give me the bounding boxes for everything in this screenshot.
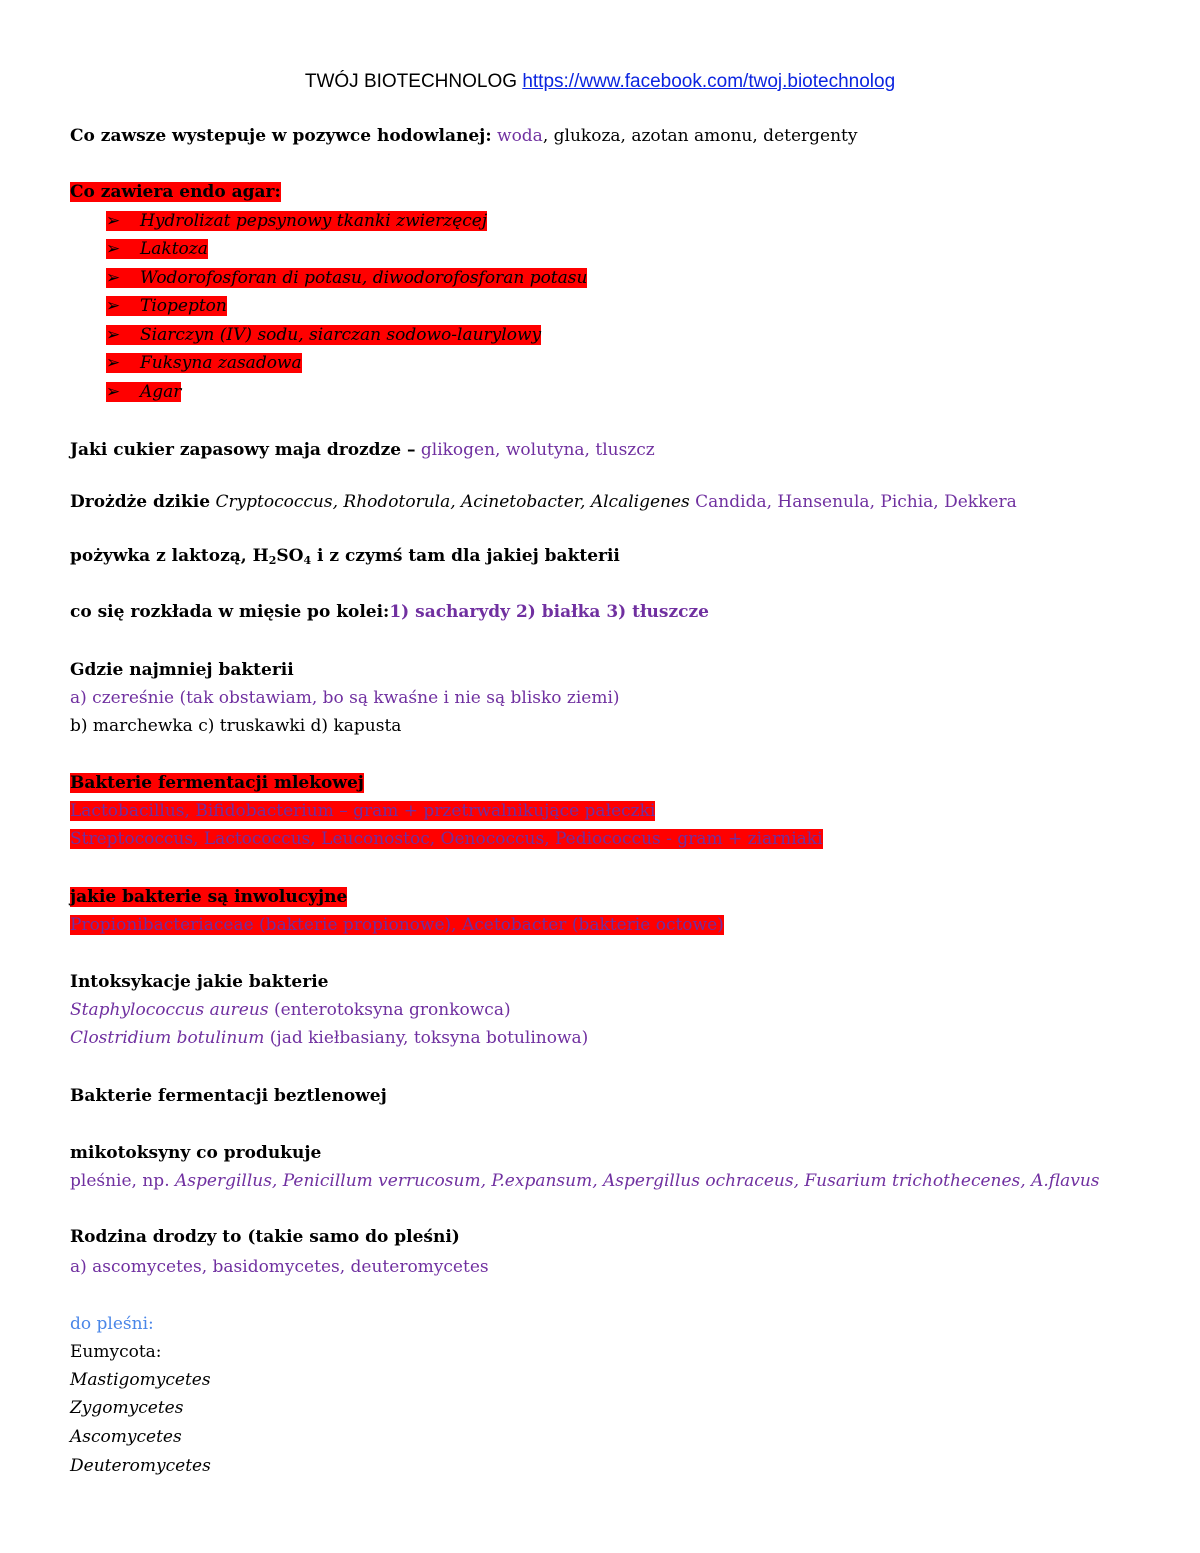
answer-mlekowa-line1: Lactobacillus, Bifidobacterium – gram + przetrwalnikujące pałeczki — [70, 801, 656, 821]
endo-item: ➢ Fuksyna zasadowa — [106, 353, 302, 373]
question-intoksykacje: Intoksykacje jakie bakterie — [70, 972, 329, 992]
endo-item: ➢ Tiopepton — [106, 296, 227, 316]
arrow-bullet-icon: ➢ — [106, 353, 121, 373]
answer-rodzina: a) ascomycetes, basidomycetes, deuteromycetes — [70, 1257, 489, 1277]
question-rodzina-drozdzy: Rodzina drodzy to (takie samo do pleśni) — [70, 1227, 460, 1247]
plesni-item: Zygomycetes — [70, 1398, 184, 1418]
endo-item: ➢ Laktoza — [106, 239, 208, 259]
question-mikotoksyny: mikotoksyny co produkuje — [70, 1143, 322, 1163]
question-pozywka-laktoza: pożywka z laktozą, $H_2SO_4$ i z czymś tam dla jakiej bakterii — [70, 546, 620, 567]
endo-agar-title: Co zawiera endo agar: — [70, 182, 281, 202]
answer-bcd: b) marchewka c) truskawki d) kapusta — [70, 716, 402, 736]
answer-a: a) czereśnie (tak obstawiam, bo są kwaśne i nie są blisko ziemi) — [70, 688, 620, 708]
arrow-bullet-icon: ➢ — [106, 268, 121, 288]
plesni-group: Eumycota: — [70, 1342, 162, 1362]
question-inwolucyjne: jakie bakterie są inwolucyjne — [70, 887, 348, 907]
arrow-bullet-icon: ➢ — [106, 325, 121, 345]
answer-intoksykacje-1: Staphylococcus aureus (enterotoksyna gronkowca) — [70, 1000, 511, 1020]
arrow-bullet-icon: ➢ — [106, 382, 121, 402]
header-title: TWÓJ BIOTECHNOLOG — [304, 71, 518, 92]
question-cukier-zapasowy: Jaki cukier zapasowy maja drozdze – glikogen, wolutyna, tluszcz — [70, 440, 655, 460]
endo-item: ➢ Hydrolizat pepsynowy tkanki zwierzęcej — [106, 211, 488, 231]
endo-item: ➢ Siarczyn (IV) sodu, siarczan sodowo-laurylowy — [106, 325, 542, 345]
answer-highlight: woda — [497, 126, 543, 146]
endo-item: ➢ Agar — [106, 382, 182, 402]
question-najmniej-bakterii: Gdzie najmniej bakterii — [70, 660, 294, 680]
endo-item: ➢ Wodorofosforan di potasu, diwodorofosforan potasu — [106, 268, 588, 288]
plesni-item: Mastigomycetes — [70, 1370, 211, 1390]
arrow-bullet-icon: ➢ — [106, 239, 121, 259]
answer-rest: , glukoza, azotan amonu, detergenty — [542, 126, 858, 146]
question-fermentacja-mlekowa: Bakterie fermentacji mlekowej — [70, 773, 364, 793]
answer-intoksykacje-2: Clostridium botulinum (jad kiełbasiany, toksyna botulinowa) — [70, 1028, 589, 1048]
answer-mikotoksyny: pleśnie, np. Aspergillus, Penicillum verrucosum, P.expansum, Aspergillus ochraceus, Fusarium trichothecenes, A.flavus — [70, 1171, 1100, 1191]
facebook-link[interactable]: https://www.facebook.com/twoj.biotechnolog — [522, 71, 896, 92]
question-fermentacja-beztlenowa: Bakterie fermentacji beztlenowej — [70, 1086, 387, 1106]
answer-mlekowa-line2: Streptococcus, Lactococcus, Leuconostoc, Oenococcus, Pediococcus - gram + ziarniaki — [70, 829, 823, 849]
question-drozdze-dzikie: Drożdże dzikie Cryptococcus, Rhodotorula, Acinetobacter, Alcaligenes Candida, Hansenula, Pichia, Dekkera — [70, 492, 1017, 512]
question-label: Co zawsze wystepuje w pozywce hodowlanej: — [70, 126, 492, 146]
question-mieso: co się rozkłada w mięsie po kolei:1) sacharydy 2) białka 3) tłuszcze — [70, 602, 709, 622]
question-pozywka-hodowlana — [70, 125, 857, 147]
plesni-label: do pleśni: — [70, 1314, 154, 1334]
answer-inwolucyjne: Propionibacteriaceae (bakterie propionowe), Acetobacter (bakterie octowe) — [70, 915, 724, 935]
arrow-bullet-icon: ➢ — [106, 211, 121, 231]
plesni-item: Deuteromycetes — [70, 1456, 211, 1476]
arrow-bullet-icon: ➢ — [106, 296, 121, 316]
plesni-item: Ascomycetes — [70, 1427, 182, 1447]
page-header — [0, 70, 1200, 94]
